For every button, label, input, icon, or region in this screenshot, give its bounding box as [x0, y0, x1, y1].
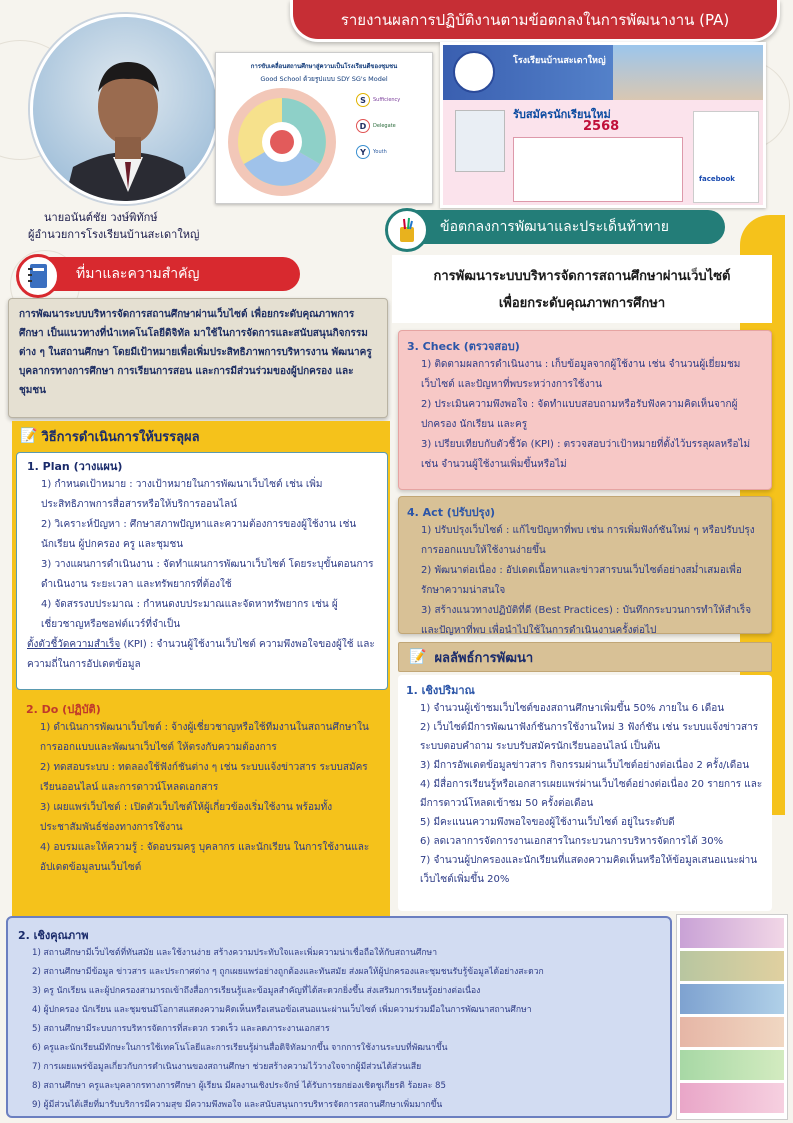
quantitative-item: 7) จำนวนผู้ปกครองและนักเรียนที่แสดงความคิดเห็นหรือให้ข้อมูลเสนอแนะผ่านเว็บไซต์เพิ่มขึ้น 20%	[420, 855, 758, 885]
model-letter-d: D	[356, 119, 370, 133]
notepad-icon: 📝	[409, 649, 427, 665]
school-building-photo	[613, 45, 763, 100]
do-item: 2) ทดสอบระบบ : ทดลองใช้ฟังก์ชันต่าง ๆ เช่น ระบบแจ้งข่าวสาร ระบบสมัครเรียนออนไลน์ และการดาวน์โหลดเอกสาร	[40, 762, 368, 793]
principal-photo	[30, 14, 220, 204]
plan-item: 2) วิเคราะห์ปัญหา : ศึกษาสภาพปัญหาและความต้องการของผู้ใช้งาน เช่น นักเรียน ผู้ปกครอง ครู และชุมชน	[41, 519, 357, 550]
section-background-header	[30, 257, 300, 291]
method-section-title: วิธีการดำเนินการให้บรรลุผล	[41, 429, 200, 445]
agreement-topic-line1: การพัฒนาระบบบริหารจัดการสถานศึกษาผ่านเว็บไซต์	[433, 269, 731, 284]
plan-item: 1) กำหนดเป้าหมาย : วางเป้าหมายในการพัฒนาเว็บไซต์ เช่น เพิ่มประสิทธิภาพการสื่อสารหรือให้บริการออนไลน์	[41, 479, 323, 510]
pencil-cup-icon	[385, 208, 429, 252]
website-facebook-label: facebook	[699, 175, 735, 183]
activity-photo	[680, 1050, 784, 1080]
plan-heading: 1. Plan (วางแผน)	[27, 460, 123, 473]
act-heading: 4. Act (ปรับปรุง)	[407, 506, 495, 519]
qualitative-item: 3) ครู นักเรียน และผู้ปกครองสามารถเข้าถึงสื่อการเรียนรู้และข้อมูลสำคัญที่ได้สะดวกยิ่งขึ้น ส่งเสริมการเรียนรู้อย่างต่อเนื่อง	[32, 986, 481, 996]
agreement-topic-box	[392, 255, 772, 323]
quantitative-item: 4) มีสื่อการเรียนรู้หรือเอกสารเผยแพร่ผ่านเว็บไซต์อย่างต่อเนื่อง 20 รายการ และมีการดาวน์โหลดเข้าชม 50 ครั้งต่อเดือน	[420, 779, 763, 809]
section-background-title: ที่มาและความสำคัญ	[76, 266, 200, 282]
act-item: 2) พัฒนาต่อเนื่อง : อัปเดตเนื้อหาและข่าวสารบนเว็บไซต์อย่างสม่ำเสมอเพื่อรักษาความน่าสนใจ	[421, 565, 742, 596]
results-title: ผลลัพธ์การพัฒนา	[434, 650, 534, 666]
agreement-title: ข้อตกลงการพัฒนาและประเด็นท้าทาย	[440, 219, 670, 235]
activity-photo	[680, 951, 784, 981]
act-item: 1) ปรับปรุงเว็บไซต์ : แก้ไขปัญหาที่พบ เช่น การเพิ่มฟังก์ชันใหม่ ๆ หรือปรับปรุงการออกแบบให้ใช้งานง่ายขึ้น	[421, 525, 755, 556]
activity-photo-strip	[676, 914, 788, 1120]
website-screenshot	[440, 42, 766, 208]
model-letter-s: S	[356, 93, 370, 107]
qualitative-box	[6, 916, 672, 1118]
quantitative-item: 5) มีคะแนนความพึงพอใจของผู้ใช้งานเว็บไซต์ อยู่ในระดับดี	[420, 817, 675, 828]
kpi-label: ตั้งตัวชี้วัดความสำเร็จ	[27, 639, 121, 650]
model-title: การขับเคลื่อนสถานศึกษาสู่ความเป็นโรงเรียนดีของชุมชน	[250, 63, 398, 70]
website-school-name: โรงเรียนบ้านสะเดาใหญ่	[513, 56, 606, 66]
model-subtitle: Good School ด้วยรูปแบบ SDY SG's Model	[260, 75, 388, 83]
principal-position: ผู้อำนวยการโรงเรียนบ้านสะเดาใหญ่	[28, 228, 200, 241]
quantitative-item: 3) มีการอัพเดตข้อมูลข่าวสาร กิจกรรมผ่านเว็บไซต์อย่างต่อเนื่อง 2 ครั้ง/เดือน	[420, 760, 750, 771]
qualitative-item: 8) สถานศึกษา ครูและบุคลากรทางการศึกษา ผู้เรียน มีผลงานเชิงประจักษ์ ได้รับการยกย่องเชิดชูเกียรติ ร้อยละ 85	[32, 1081, 446, 1091]
activity-photo	[680, 1083, 784, 1113]
check-box	[398, 330, 772, 490]
website-content-block	[513, 137, 683, 202]
website-enrollment-banner: รับสมัครนักเรียนใหม่	[513, 108, 611, 121]
website-person-photo	[455, 110, 505, 172]
agreement-topic-line2: เพื่อยกระดับคุณภาพการศึกษา	[498, 296, 666, 311]
agreement-header	[400, 210, 725, 244]
act-item: 3) สร้างแนวทางปฏิบัติที่ดี (Best Practices) : บันทึกกระบวนการทำให้สำเร็จและปัญหาที่พบ เพื่อนำไปใช้ในการดำเนินงานครั้งต่อไป	[421, 605, 752, 636]
qualitative-item: 7) การเผยแพร่ข้อมูลเกี่ยวกับการดำเนินงานของสถานศึกษา ช่วยสร้างความไว้วางใจจากผู้มีส่วนได้ส่วนเสีย	[32, 1062, 422, 1072]
quantitative-item: 2) เว็บไซต์มีการพัฒนาฟังก์ชันการใช้งานใหม่ 3 ฟังก์ชัน เช่น ระบบแจ้งข่าวสาร ระบบตอบคำถาม ระบบรับสมัครนักเรียนออนไลน์ เป็นต้น	[420, 722, 759, 752]
check-item: 2) ประเมินความพึงพอใจ : จัดทำแบบสอบถามหรือรับฟังความคิดเห็นจากผู้ปกครอง นักเรียน และครู	[421, 399, 738, 430]
quantitative-heading: 1. เชิงปริมาณ	[406, 684, 475, 697]
activity-photo	[680, 918, 784, 948]
background-text-box	[8, 298, 388, 418]
model-label: Sufficiency	[373, 97, 401, 103]
background-text: การพัฒนาระบบบริหารจัดการสถานศึกษาผ่านเว็บไซต์ เพื่อยกระดับคุณภาพการศึกษา เป็นแนวทางที่นำเทคโนโลยีดิจิทัล มาใช้ในการจัดการและสนับสนุนกิจกรรมต่าง ๆ ในสถานศึกษา โดยมีเป้าหมายเพื่อเพิ่มประสิทธิภาพการบริหารงาน พัฒนาครู บุคลากรทางการศึกษา การเรียนการสอน และการมีส่วนร่วมของผู้ปกครอง และชุมชน	[19, 309, 372, 396]
website-sidebar	[693, 111, 759, 203]
plan-item: 4) จัดสรรงบประมาณ : กำหนดงบประมาณและจัดหาทรัพยากร เช่น ผู้เชี่ยวชาญหรือซอฟต์แวร์ที่จำเป็น	[41, 599, 338, 630]
plan-item: 3) วางแผนการดำเนินงาน : จัดทำแผนการพัฒนาเว็บไซต์ โดยระบุขั้นตอนการดำเนินงาน ระยะเวลา และทรัพยากรที่ต้องใช้	[41, 559, 374, 590]
check-item: 3) เปรียบเทียบกับตัวชี้วัด (KPI) : ตรวจสอบว่าเป้าหมายที่ตั้งไว้บรรลุผลหรือไม่ เช่น จำนวนผู้ใช้งานเพิ่มขึ้นหรือไม่	[421, 439, 751, 470]
do-item: 1) ดำเนินการพัฒนาเว็บไซต์ : จ้างผู้เชี่ยวชาญหรือใช้ทีมงานในสถานศึกษาในการออกแบบและพัฒนาเว็บไซต์ ให้ตรงกับความต้องการ	[40, 722, 369, 753]
kpi-text: (KPI) : จำนวนผู้ใช้งานเว็บไซต์ ความพึงพอใจของผู้ใช้ และความถี่ในการอัปเดตข้อมูล	[27, 639, 375, 670]
qualitative-item: 6) ครูและนักเรียนมีทักษะในการใช้เทคโนโลยีและการเรียนรู้ผ่านสื่อดิจิทัลมากขึ้น จากการใช้งานระบบที่พัฒนาขึ้น	[32, 1043, 448, 1053]
qualitative-item: 5) สถานศึกษามีระบบการบริหารจัดการที่สะดวก รวดเร็ว และลดภาระงานเอกสาร	[32, 1024, 330, 1034]
qualitative-item: 2) สถานศึกษามีข้อมูล ข่าวสาร และประกาศต่าง ๆ ถูกเผยแพร่อย่างถูกต้องและทันสมัย ส่งผลให้ผู้ปกครองและชุมชนรับรู้ข้อมูลได้อย่างสะดวก	[32, 967, 544, 977]
model-infographic	[215, 52, 433, 204]
check-heading: 3. Check (ตรวจสอบ)	[407, 340, 520, 353]
quantitative-box	[398, 675, 772, 911]
qualitative-item: 9) ผู้มีส่วนได้เสียที่มารับบริการมีความสุข มีความพึงพอใจ และสนับสนุนการบริหารจัดการสถานศึกษาเพิ่มมากขึ้น	[32, 1100, 443, 1110]
qualitative-item: 4) ผู้ปกครอง นักเรียน และชุมชนมีโอกาสแสดงความคิดเห็นหรือเสนอข้อเสนอแนะผ่านเว็บไซต์ เพิ่มความร่วมมือในการพัฒนาสถานศึกษา	[32, 1005, 532, 1015]
quantitative-item: 1) จำนวนผู้เข้าชมเว็บไซต์ของสถานศึกษาเพิ่มขึ้น 50% ภายใน 6 เดือน	[420, 703, 725, 714]
activity-photo	[680, 984, 784, 1014]
do-item: 3) เผยแพร่เว็บไซต์ : เปิดตัวเว็บไซต์ให้ผู้เกี่ยวข้องเริ่มใช้งาน พร้อมทั้งประชาสัมพันธ์ช่องทางการใช้งาน	[40, 802, 333, 833]
method-section-header	[12, 421, 390, 451]
qualitative-heading: 2. เชิงคุณภาพ	[18, 929, 89, 942]
principal-name: นายอนันต์ชัย วงษ์พิทักษ์	[44, 211, 158, 224]
model-label: Delegate	[373, 123, 396, 129]
check-item: 1) ติดตามผลการดำเนินงาน : เก็บข้อมูลจากผู้ใช้งาน เช่น จำนวนผู้เยี่ยมชมเว็บไซต์ และปัญหาที่พบระหว่างการใช้งาน	[421, 359, 741, 390]
do-box	[16, 694, 388, 910]
website-year: 2568	[583, 119, 620, 134]
do-heading: 2. Do (ปฏิบัติ)	[26, 703, 101, 716]
plan-box	[16, 452, 388, 690]
notepad-icon: 📝	[20, 428, 38, 444]
do-item: 4) อบรมและให้ความรู้ : จัดอบรมครู บุคลากร และนักเรียน ในการใช้งานและอัปเดตข้อมูลบนเว็บไซต์	[40, 842, 370, 873]
qualitative-item: 1) สถานศึกษามีเว็บไซต์ที่ทันสมัย และใช้งานง่าย สร้างความประทับใจและเพิ่มความน่าเชื่อถือให้กับสถานศึกษา	[32, 948, 438, 958]
school-logo	[453, 51, 495, 93]
notebook-icon	[16, 254, 60, 298]
page-title: รายงานผลการปฏิบัติงานตามข้อตกลงในการพัฒนางาน (PA)	[290, 0, 780, 42]
act-box	[398, 496, 772, 634]
results-header	[398, 642, 772, 672]
activity-photo	[680, 1017, 784, 1047]
quantitative-item: 6) ลดเวลาการจัดการงานเอกสารในกระบวนการบริหารจัดการได้ 30%	[420, 836, 724, 847]
model-label: Youth	[373, 149, 387, 155]
model-letter-y: Y	[356, 145, 370, 159]
